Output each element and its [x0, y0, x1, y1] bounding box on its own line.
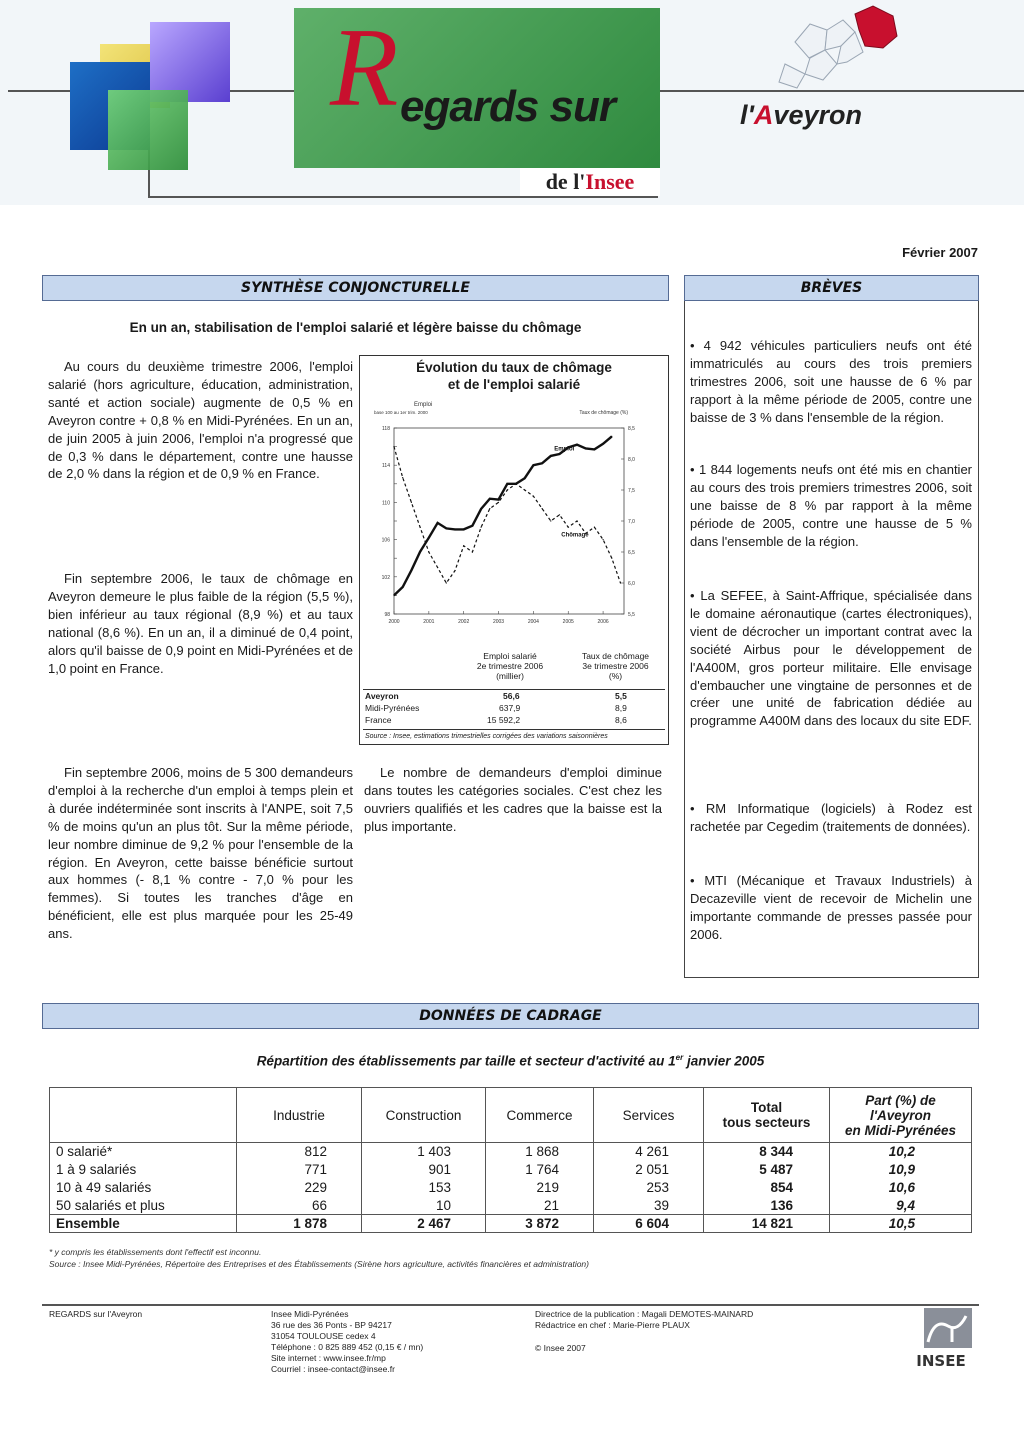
chart-plot-frame	[394, 428, 624, 614]
table-header-construction: Construction	[362, 1088, 486, 1143]
footer-address-line: Insee Midi-Pyrénées	[271, 1309, 349, 1319]
brand-title: egards sur	[400, 82, 615, 131]
cell-construction: 901	[362, 1161, 486, 1179]
table-row	[50, 1161, 972, 1179]
footer-phone: Téléphone : 0 825 889 452 (0,15 € / mn)	[271, 1342, 424, 1352]
chart-table-col2-line2: 3e trimestre 2006	[582, 661, 649, 671]
series-point	[620, 582, 621, 583]
series-point	[411, 502, 412, 503]
breve-item: • 1 844 logements neufs ont été mis en chantier au cours des trois premiers trimestres 2006, soit une baisse de 8 % par rapport à la même période de 2005, contre une hausse de 5 % dans l'ensemble de la région.	[690, 462, 972, 549]
brand-sub-prefix: de l'	[545, 169, 586, 194]
footer-rule	[42, 1304, 979, 1306]
footer-credits	[535, 1309, 753, 1354]
series-point	[559, 514, 560, 515]
cadrage-heading: DONNÉES DE CADRAGE	[42, 1003, 979, 1029]
chart-table-col-chomage	[563, 651, 668, 681]
cell-industrie: 66	[237, 1197, 362, 1215]
series-point	[611, 558, 612, 559]
cell-part: 10,5	[830, 1215, 972, 1233]
series-point	[576, 444, 577, 445]
left-axis-tick-label: 98	[384, 612, 390, 618]
series-point	[454, 570, 455, 571]
left-axis-label: Emploi	[414, 402, 433, 408]
series-point	[472, 525, 473, 526]
cell-services: 4 261	[594, 1143, 704, 1161]
chart-table-row-chomage: 8,9	[615, 703, 627, 713]
breve-item: • La SEFEE, à Saint-Affrique, spécialisée dans le domaine aéronautique (cartes électroniques), vient de décrocher un important contrat avec la société Airbus pour le développement de l'A400M, gros porteur militaire. Elle envisage d'embaucher une vingtaine de personnes et de créer une unité de fabrication dédiée au programme A400M dans des locaux du site EDF.	[690, 588, 972, 729]
cell-construction: 2 467	[362, 1215, 486, 1233]
table-header-industrie: Industrie	[237, 1088, 362, 1143]
row-label: 50 salariés et plus	[56, 1197, 165, 1213]
chart-table-row	[363, 691, 665, 702]
chart-table-row	[363, 715, 665, 726]
cell-construction: 10	[362, 1197, 486, 1215]
synthese-paragraph-3: Fin septembre 2006, moins de 5 300 demandeurs d'emploi à la recherche d'un emploi à temps plein et à durée indéterminée sont inscrits à l'ANPE, soit 7,5 % de moins qu'un an plus tôt. Sur la même période, leur nombre diminue de 9,2 % pour l'ensemble de la région. En Aveyron, cette baisse bénéficie surtout aux hommes (- 8,1 % contre - 7,0 % pour les femmes). Si toutes les tranches d'âge en bénéficient, elle est plus marquée pour les 25-49 ans.	[48, 765, 353, 942]
region-prefix: l'	[740, 100, 754, 130]
chart-table-row-emploi: 637,9	[499, 703, 521, 713]
table-title-sup: er	[675, 1053, 684, 1062]
series-point	[420, 527, 421, 528]
cell-construction: 153	[362, 1179, 486, 1197]
series-point	[463, 529, 464, 530]
cell-services: 2 051	[594, 1161, 704, 1179]
left-axis-sublabel: base 100 au 1er trim. 2000	[374, 410, 428, 415]
cell-commerce: 219	[486, 1179, 594, 1197]
footer-director: Directrice de la publication : Magali DEMOTES-MAINARD	[535, 1309, 754, 1319]
series-point	[603, 443, 604, 444]
series-point	[454, 529, 455, 530]
breves-heading: BRÈVES	[684, 275, 979, 301]
footer-website-link[interactable]: Site internet : www.insee.fr/mp	[271, 1353, 386, 1363]
chart-title	[360, 359, 668, 393]
cell-part: 9,4	[830, 1197, 972, 1215]
series-point	[402, 477, 403, 478]
cell-part: 10,2	[830, 1143, 972, 1161]
footer-copyright: © Insee 2007	[535, 1343, 586, 1353]
x-axis-tick-label: 2002	[458, 619, 470, 625]
cell-industrie: 1 878	[237, 1215, 362, 1233]
series-point	[393, 446, 394, 447]
breve-item: • MTI (Mécanique et Travaux Industriels) à Decazeville vient de recevoir de Michelin une importante commande de presses passée pour 2006.	[690, 873, 972, 942]
breve-item: • RM Informatique (logiciels) à Rodez est rachetée par Cegedim (traitements de données).	[690, 801, 972, 834]
chart-table-row-label: Midi-Pyrénées	[365, 703, 420, 713]
row-label: 1 à 9 salariés	[56, 1162, 137, 1177]
footer-address	[271, 1309, 423, 1375]
cell-total: 5 487	[704, 1161, 830, 1179]
region-rest: veyron	[773, 100, 862, 130]
chomage-annotation: Chômage	[561, 532, 589, 539]
footer-publication-name: REGARDS sur l'Aveyron	[49, 1309, 143, 1319]
cell-industrie: 771	[237, 1161, 362, 1179]
chart-table-row-label: Aveyron	[365, 691, 399, 701]
chart-table-bottom-rule	[363, 729, 665, 730]
table-header-part-line3: en Midi-Pyrénées	[844, 1122, 957, 1138]
cell-commerce: 1 764	[486, 1161, 594, 1179]
cell-services: 39	[594, 1197, 704, 1215]
brand-subtitle	[520, 168, 660, 196]
series-point	[550, 455, 551, 456]
right-axis-tick-label: 5,5	[628, 612, 635, 618]
table-header-commerce: Commerce	[486, 1088, 594, 1143]
series-point	[489, 508, 490, 509]
emploi-annotation: Emploi	[554, 446, 575, 453]
table-header-total-line1: Total	[750, 1100, 783, 1115]
cell-total: 854	[704, 1179, 830, 1197]
x-axis-tick-label: 2006	[597, 619, 609, 625]
table-source: Source : Insee Midi-Pyrénées, Répertoire des Entreprises et des Établissements (Sirène hors agriculture, activités financières et administration)	[49, 1259, 589, 1269]
region-map-icon	[775, 2, 905, 90]
logo-square-green	[108, 90, 188, 170]
right-axis-tick-label: 7,0	[628, 519, 635, 525]
footer-editor: Rédactrice en chef : Marie-Pierre PLAUX	[535, 1320, 690, 1330]
cell-part: 10,9	[830, 1161, 972, 1179]
table-header-empty	[50, 1088, 237, 1143]
table-header-part	[830, 1088, 972, 1143]
chart-box	[359, 355, 669, 745]
table-footnote: * y compris les établissements dont l'effectif est inconnu.	[49, 1247, 262, 1257]
series-point	[393, 595, 394, 596]
right-axis-tick-label: 6,0	[628, 581, 635, 587]
brand-sub-name: Insee	[585, 169, 635, 194]
region-initial: A	[753, 100, 774, 130]
brand-initial: R	[330, 6, 399, 130]
chart-table-col2-line3: (%)	[608, 671, 623, 681]
insee-logo-text: INSEE	[916, 1352, 966, 1370]
series-point	[481, 508, 482, 509]
cell-commerce: 3 872	[486, 1215, 594, 1233]
breve-item: • 4 942 véhicules particuliers neufs ont été immatriculés au cours des trois premiers trimestres 2006, soit une hausse de 6 % par rapport à la même période de 2005, contre une baisse de 3 % dans l'ensemble de la région.	[690, 338, 972, 425]
series-point	[463, 545, 464, 546]
table-row	[50, 1143, 972, 1161]
series-point	[585, 448, 586, 449]
series-point	[533, 496, 534, 497]
table-title-text-end: janvier 2005	[683, 1053, 765, 1069]
series-point	[420, 551, 421, 552]
right-axis-tick-label: 6,5	[628, 550, 635, 556]
series-point	[524, 478, 525, 479]
chart-table-col-emploi	[455, 651, 565, 681]
right-axis-label: Taux de chômage (%)	[579, 410, 628, 416]
series-point	[489, 498, 490, 499]
footer-email-link[interactable]: Courriel : insee-contact@insee.fr	[271, 1364, 395, 1374]
table-header-row	[50, 1088, 972, 1143]
series-point	[507, 483, 508, 484]
masthead-bottom-rule	[148, 196, 658, 198]
chart-title-line-2: et de l'emploi salarié	[447, 377, 581, 392]
cell-part: 10,6	[830, 1179, 972, 1197]
series-point	[550, 520, 551, 521]
chart-table-row-emploi: 56,6	[503, 691, 520, 701]
chart-table-col1-line2: 2e trimestre 2006	[476, 661, 544, 671]
chart-table-row	[363, 703, 665, 714]
right-axis-tick-label: 8,0	[628, 457, 635, 463]
right-axis-tick-label: 7,5	[628, 488, 635, 494]
cell-total: 8 344	[704, 1143, 830, 1161]
row-label: Ensemble	[50, 1215, 237, 1233]
chart-table-row-emploi: 15 592,2	[487, 715, 521, 725]
establishments-table	[49, 1087, 972, 1233]
footer-address-line: 36 rue des 36 Ponts - BP 94217	[271, 1320, 392, 1330]
series-point	[611, 436, 612, 437]
row-label: 10 à 49 salariés	[56, 1180, 152, 1195]
series-point	[481, 527, 482, 528]
table-row	[50, 1179, 972, 1197]
series-point	[533, 465, 534, 466]
series-point	[542, 463, 543, 464]
series-point	[446, 582, 447, 583]
region-name	[740, 100, 862, 131]
cell-commerce: 1 868	[486, 1143, 594, 1161]
series-point	[437, 522, 438, 523]
cell-construction: 1 403	[362, 1143, 486, 1161]
series-point	[402, 586, 403, 587]
chart-table-row-chomage: 5,5	[615, 691, 627, 701]
left-axis-tick-label: 110	[382, 500, 390, 507]
synthese-headline: En un an, stabilisation de l'emploi salarié et légère baisse du chômage	[129, 320, 582, 335]
series-point	[594, 449, 595, 450]
masthead	[0, 0, 1024, 205]
cell-commerce: 21	[486, 1197, 594, 1215]
synthese-paragraph-2: Fin septembre 2006, le taux de chômage en Aveyron demeure le plus faible de la région (5,5 %), bien inférieur au taux régional (8,9 %) et au taux national (8,6 %). En un an, il a diminué de 0,4 point, alors qu'il baisse de 0,9 point en Midi-Pyrénées et de 1,0 point en France.	[48, 571, 353, 676]
left-axis-tick-label: 114	[382, 463, 390, 470]
series-point	[446, 528, 447, 529]
series-point	[428, 537, 429, 538]
cell-services: 253	[594, 1179, 704, 1197]
x-axis-tick-label: 2004	[527, 619, 539, 625]
right-axis-tick-label: 8,5	[628, 426, 635, 432]
issue-date: Février 2007	[902, 245, 978, 260]
cell-services: 6 604	[594, 1215, 704, 1233]
x-axis-tick-label: 2003	[492, 619, 505, 625]
cell-total: 136	[704, 1197, 830, 1215]
cell-industrie: 229	[237, 1179, 362, 1197]
series-point	[576, 520, 577, 521]
synthese-paragraph-1: Au cours du deuxième trimestre 2006, l'emploi salarié (hors agriculture, éducation, administration, santé et action sociale) augmente de 0,5 % en Aveyron contre + 0,8 % en Midi-Pyrénées. En un an, de juin 2005 à juin 2006, l'emploi n'a progressé que de 0,3 % dans le département, contre une hausse de 2,0 % dans la région et de 0,9 % en France.	[48, 359, 353, 482]
synthese-heading: SYNTHÈSE CONJONCTURELLE	[42, 275, 669, 301]
series-point	[437, 567, 438, 568]
establishments-table-title	[42, 1053, 979, 1069]
chart-table-col1-line1: Emploi salarié	[483, 651, 537, 661]
chart-title-line-1: Évolution du taux de chômage	[416, 360, 612, 375]
left-axis-tick-label: 106	[381, 537, 390, 544]
table-title-text: Répartition des établissements par taille et secteur d'activité au 1	[256, 1053, 676, 1069]
table-header-part-line1: Part (%) de	[865, 1092, 936, 1108]
chart-table-col2-line1: Taux de chômage	[581, 651, 650, 661]
synthese-paragraph-4: Le nombre de demandeurs d'emploi diminue dans toutes les catégories sociales. C'est chez les ouvriers qualifiés et les cadres que la baisse est la plus importante.	[364, 765, 662, 834]
table-header-total	[704, 1088, 830, 1143]
table-row	[50, 1197, 972, 1215]
x-axis-tick-label: 2000	[388, 619, 400, 625]
footer-address-line: 31054 TOULOUSE cedex 4	[271, 1331, 376, 1341]
table-header-part-line2: l'Aveyron	[870, 1107, 931, 1123]
x-axis-tick-label: 2005	[562, 619, 574, 625]
chart-table-col1-line3: (millier)	[496, 671, 524, 681]
table-total-row	[50, 1215, 972, 1233]
chart-source-note: Source : Insee, estimations trimestrielles corrigées des variations saisonnières	[365, 733, 608, 740]
cell-total: 14 821	[704, 1215, 830, 1233]
x-axis-tick-label: 2001	[423, 619, 435, 625]
series-point	[524, 489, 525, 490]
series-point	[542, 508, 543, 509]
cell-industrie: 812	[237, 1143, 362, 1161]
series-point	[472, 551, 473, 552]
series-point	[594, 527, 595, 528]
series-point	[498, 502, 499, 503]
left-axis-tick-label: 118	[382, 426, 390, 432]
series-point	[498, 499, 499, 500]
series-point	[411, 570, 412, 571]
row-label: 0 salarié*	[56, 1144, 113, 1160]
chart-table-row-chomage: 8,6	[615, 715, 627, 725]
series-point	[515, 483, 516, 484]
series-point	[559, 453, 560, 454]
series-point	[568, 527, 569, 528]
chart-table-row-label: France	[365, 715, 392, 725]
series-point	[603, 539, 604, 540]
series-point	[507, 489, 508, 490]
left-axis-tick-label: 102	[381, 574, 390, 581]
insee-logo-icon	[908, 1308, 974, 1386]
series-point	[428, 551, 429, 552]
chart-table-rule	[363, 689, 665, 690]
table-header-total-line2: tous secteurs	[722, 1115, 811, 1130]
table-header-services: Services	[594, 1088, 704, 1143]
employment-unemployment-chart	[366, 396, 662, 648]
